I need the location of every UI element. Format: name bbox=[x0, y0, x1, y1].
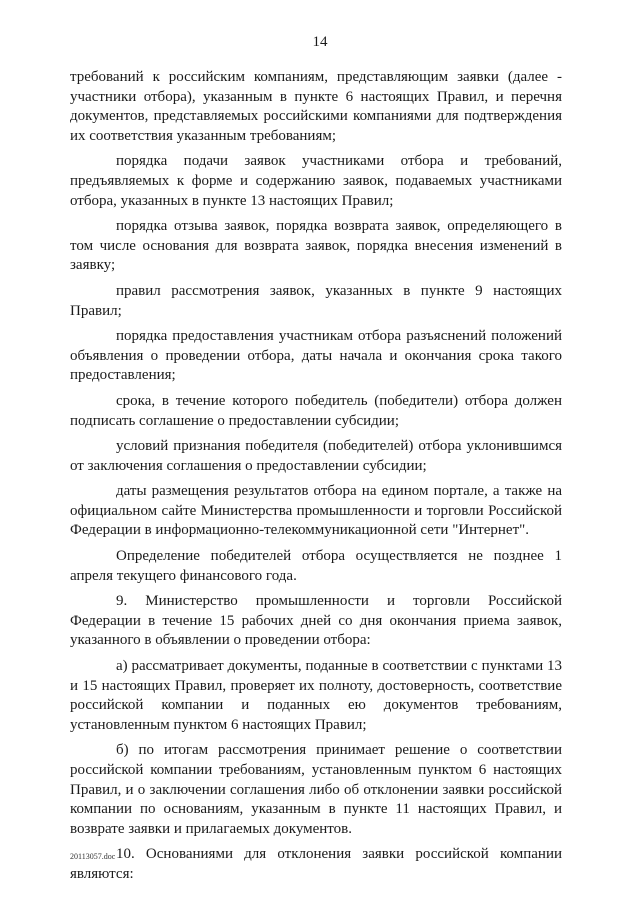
paragraph: требований к российским компаниям, представляющим заявки (далее - участники отбора), указанным в пункте 6 настоящих Правил, и перечня документов, представляемых российскими компаниями для подтверждения их соответствия указанным требованиям; bbox=[70, 69, 562, 144]
footer-file-name: 20113057.doc bbox=[70, 852, 116, 861]
paragraph: б) по итогам рассмотрения принимает решение о соответствии российской компании требованиям, установленным пунктом 6 настоящих Правил, и о заключении соглашения либо об отклонении заявки российской компании по основаниям, указанным в пункте 11 настоящих Правил, и возврате заявки и прилагаемых документов. bbox=[70, 742, 562, 837]
paragraph: порядка предоставления участникам отбора разъяснений положений объявления о проведении отбора, даты начала и окончания срока такого предоставления; bbox=[70, 328, 562, 384]
document-body bbox=[70, 68, 562, 891]
paragraph: порядка отзыва заявок, порядка возврата заявок, определяющего в том числе основания для возврата заявок, порядка внесения изменений в заявку; bbox=[70, 218, 562, 274]
paragraph: порядка подачи заявок участниками отбора и требований, предъявляемых к форме и содержанию заявок, подаваемых участниками отбора, указанных в пункте 13 настоящих Правил; bbox=[70, 153, 562, 209]
paragraph: срока, в течение которого победитель (победители) отбора должен подписать соглашение о предоставлении субсидии; bbox=[70, 392, 562, 429]
page-number: 14 bbox=[312, 34, 328, 50]
paragraph: Определение победителей отбора осуществляется не позднее 1 апреля текущего финансового года. bbox=[70, 548, 562, 584]
paragraph: 9. Министерство промышленности и торговли Российской Федерации в течение 15 рабочих дней со дня окончания приема заявок, указанного в объявлении о проведении отбора: bbox=[70, 593, 562, 649]
paragraph: даты размещения результатов отбора на едином портале, а также на официальном сайте Министерства промышленности и торговли Российской Федерации в информационно-телекоммуникационной сети "Интернет". bbox=[70, 483, 562, 539]
paragraph: правил рассмотрения заявок, указанных в пункте 9 настоящих Правил; bbox=[70, 282, 562, 319]
paragraph: а) рассматривает документы, поданные в соответствии с пунктами 13 и 15 настоящих Правил, проверяет их полноту, достоверность, соответствие российской компании и поданных ею документов требованиям, установленным пунктом 6 настоящих Правил; bbox=[70, 658, 562, 733]
paragraph: 10. Основаниями для отклонения заявки российской компании являются: bbox=[70, 846, 562, 882]
paragraph: условий признания победителя (победителей) отбора уклонившимся от заключения соглашения о предоставлении субсидии; bbox=[70, 438, 562, 474]
